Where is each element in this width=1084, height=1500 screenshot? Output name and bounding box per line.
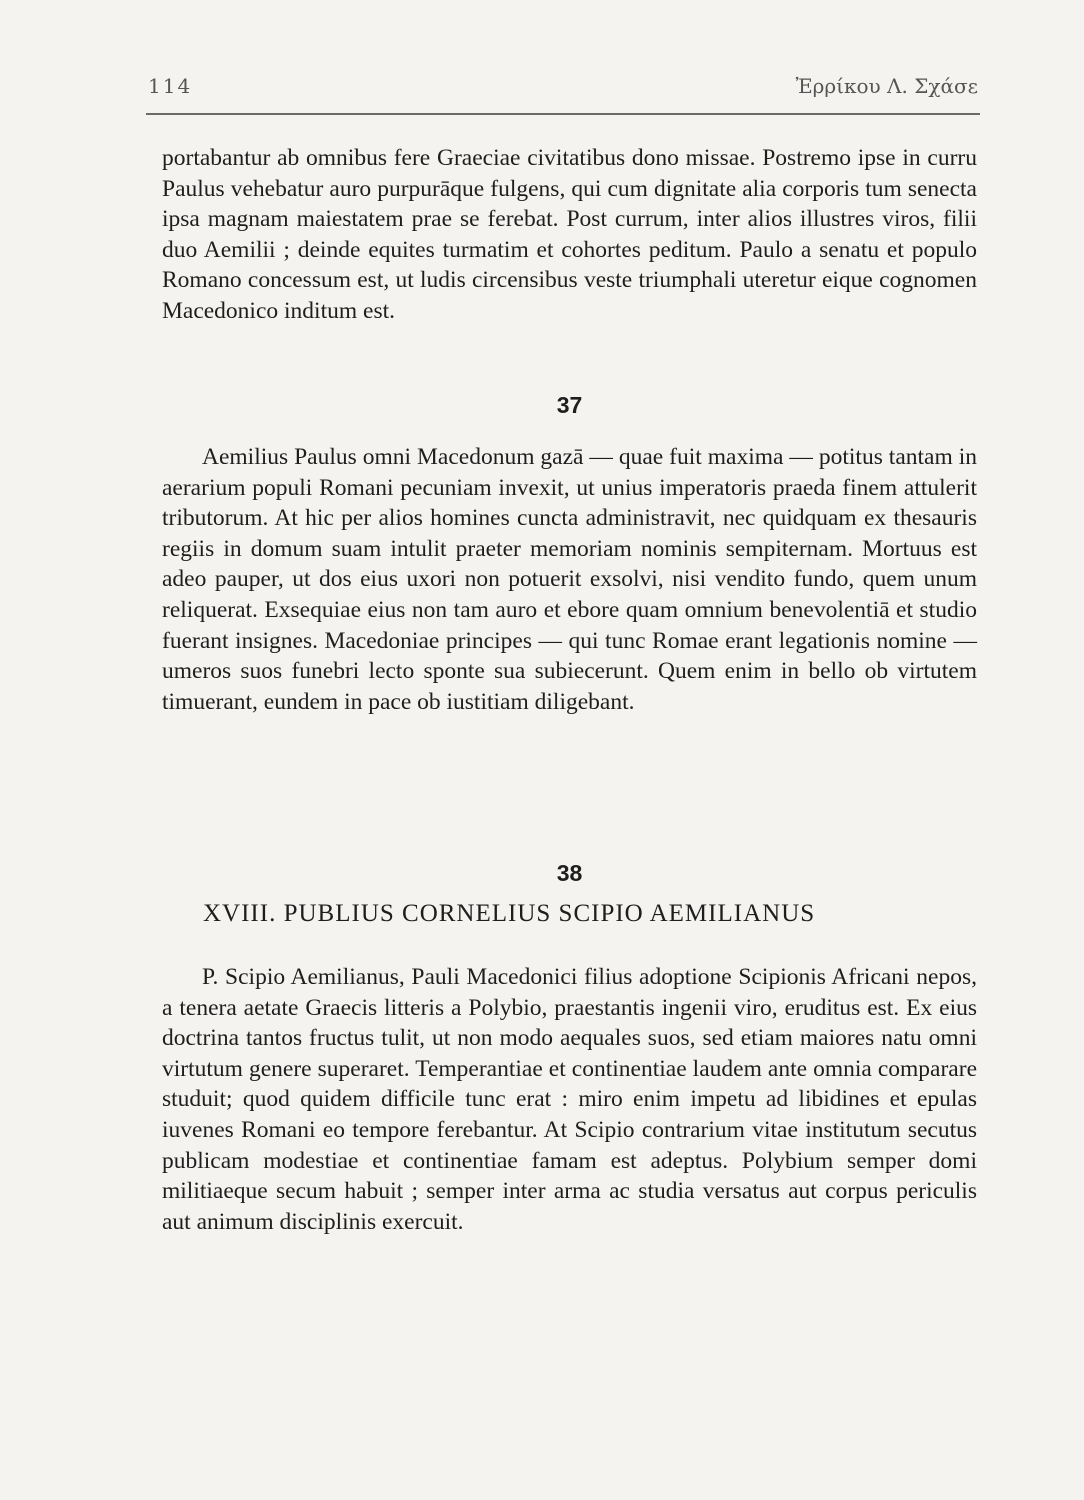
paragraph-text: Aemilius Paulus omni Macedonum gazā — quae fuit maxima — potitus tantam in aerarium populi Romani pecuniam invexit, ut unius imperatoris praeda finem attulerit tributorum. At hic per alios homines cuncta administravit, nec quidquam ex thesauris regiis in domum suam intulit praeter memoriam nominis sempiternam. Mortuus est adeo pauper, ut dos eius uxori non potuerit exsolvi, nisi vendito fundo, quem unum reliquerat. Exsequiae eius non tam auro et ebore quam omnium benevolentiā et studio fuerant insignes. Macedoniae principes — qui tunc Romae erant legationis nomine — umeros suos funebri lecto sponte sua subiecerunt. Quem enim in bello ob virtutem timuerant, eundem in pace ob iustitiam diligebant. — [162, 444, 977, 715]
section-number-37: 37 — [556, 392, 583, 418]
paragraph-38 — [162, 962, 977, 1237]
paragraph-37 — [162, 442, 977, 717]
paragraph-text: portabantur ab omnibus fere Graeciae civitatibus dono missae. Postremo ipse in curru Paulus vehebatur auro purpurāque fulgens, qui cum dignitate alia corporis tum senecta ipsa magnam maiestatem prae se ferebat. Post currum, inter alios illustres viros, filii duo Aemilii ; deinde equites turmatim et cohortes peditum. Paulo a senatu et populo Romano concessum est, ut ludis circensibus veste triumphali uteretur eique cognomen Macedonico inditum est. — [162, 145, 977, 324]
running-header — [148, 68, 978, 102]
paragraph-continued — [162, 143, 977, 327]
paragraph-text: P. Scipio Aemilianus, Pauli Macedonici filius adoptione Scipionis Africani nepos, a tenera aetate Graecis litteris a Polybio, praestantis ingenii viro, eruditus est. Ex eius doctrina tantos fructus tulit, ut non modo aequales suos, sed etiam maiores natu omni virtutum genere superaret. Temperantiae et continentiae laudem ante omnia comparare studuit; quod quidem difficile tunc erat : miro enim impetu ad libidines et epulas iuvenes Romani eo tempore ferebantur. At Scipio contrarium vitae institutum secutus publicam modestiae et continentiae famam est adeptus. Polybium semper domi militiaeque secum habuit ; semper inter arma ac studia versatus aut corpus periculis aut animum disciplinis exercuit. — [162, 964, 977, 1235]
running-title: Ἐρρίκου Λ. Σχάσε — [795, 74, 978, 98]
section-number-38: 38 — [556, 860, 583, 886]
chapter-title: XVIII. PUBLIUS CORNELIUS SCIPIO AEMILIANUS — [203, 900, 816, 927]
page-number: 114 — [148, 74, 193, 98]
header-rule — [146, 113, 980, 115]
